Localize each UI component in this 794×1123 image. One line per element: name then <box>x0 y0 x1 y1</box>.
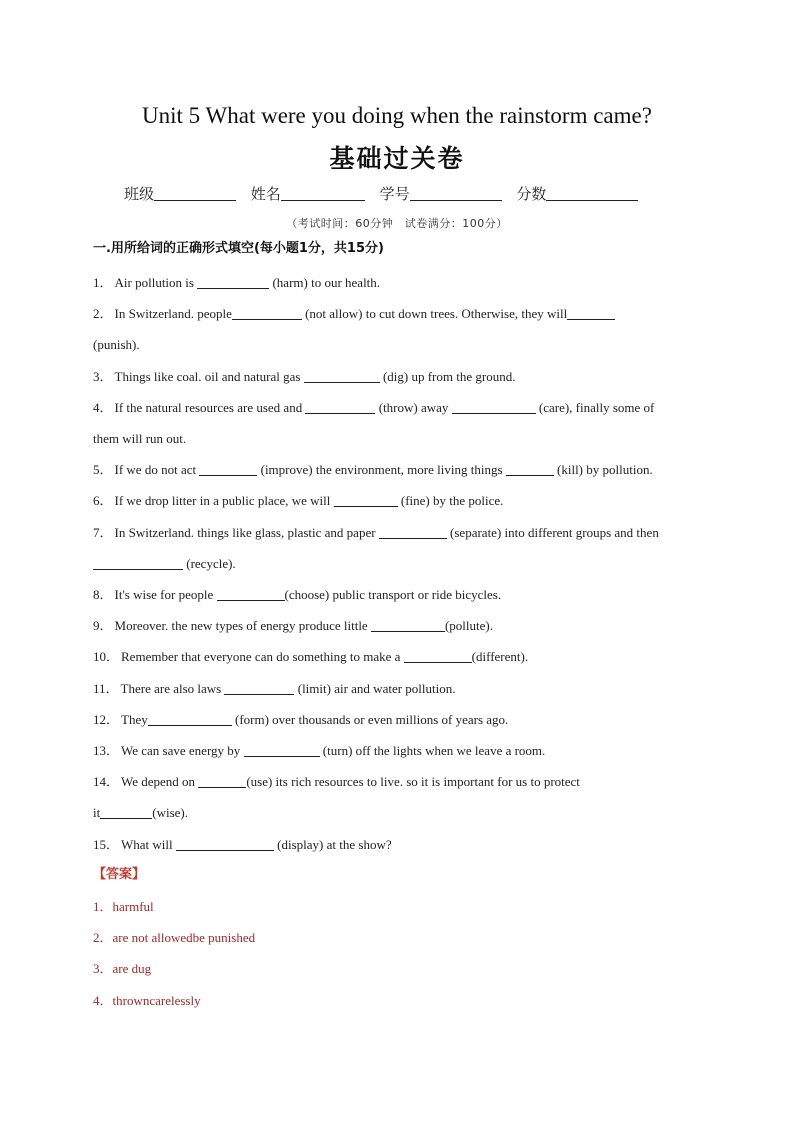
answer-blank <box>452 400 536 414</box>
score-field <box>516 183 638 205</box>
score-label: 分数 <box>516 185 547 203</box>
answer-heading: 【答案】 <box>93 867 146 882</box>
question-15 <box>93 836 713 854</box>
question-text: If we do not act <box>114 462 200 477</box>
question-text: (form) over thousands or even millions of years ago. <box>231 712 509 727</box>
question-number: 7． <box>93 525 113 540</box>
question-text: (not allow) to cut down trees. Otherwise, they will <box>301 306 568 321</box>
question-4 <box>93 399 713 417</box>
student-number-label: 学号 <box>379 185 410 203</box>
question-number: 8． <box>93 587 113 602</box>
question-14-continued <box>93 804 713 822</box>
question-text: In Switzerland. people <box>114 306 232 321</box>
answer-text: throwncarelessly <box>112 993 201 1008</box>
question-7 <box>93 524 713 542</box>
question-text: it <box>93 805 101 820</box>
question-text: (use) its rich resources to live. so it is important for us to protect <box>246 774 580 789</box>
question-number: 15． <box>93 837 120 852</box>
exam-info: （考试时间：60分钟 试卷满分：100分） <box>286 217 508 230</box>
answer-number: 2． <box>93 930 113 945</box>
student-number-field <box>380 183 502 205</box>
answer-blank <box>305 400 375 414</box>
question-14 <box>93 773 713 791</box>
section-title: 一.用所给词的正确形式填空(每小题1分，共15分) <box>93 241 384 256</box>
question-text: (fine) by the police. <box>397 493 504 508</box>
answer-1 <box>93 898 154 916</box>
question-text: (care), finally some of <box>535 400 655 415</box>
name-label: 姓名 <box>250 185 281 203</box>
question-number: 11． <box>93 681 119 696</box>
question-text: (improve) the environment, more living things <box>257 462 506 477</box>
question-text: (punish). <box>93 337 140 352</box>
question-number: 5． <box>93 462 113 477</box>
name-field <box>251 183 365 205</box>
answer-blank <box>244 743 320 757</box>
question-text: Things like coal. oil and natural gas <box>114 369 304 384</box>
answer-blank <box>217 587 285 601</box>
question-text: (pollute). <box>444 618 493 633</box>
question-text: them will run out. <box>93 431 187 446</box>
answer-blank <box>148 712 232 726</box>
question-number: 1． <box>93 275 113 290</box>
question-text: Air pollution is <box>114 275 198 290</box>
question-number: 9． <box>93 618 113 633</box>
question-13 <box>93 742 713 760</box>
answer-blank <box>224 681 294 695</box>
question-4-continued <box>93 430 713 448</box>
question-text: We depend on <box>121 774 199 789</box>
answer-blank <box>334 493 398 507</box>
question-text: (separate) into different groups and then <box>446 525 659 540</box>
question-text: We can save energy by <box>121 743 244 758</box>
answer-blank <box>93 556 183 570</box>
answer-blank <box>232 306 302 320</box>
question-text: (kill) by pollution. <box>553 462 653 477</box>
answer-text: are not allowedbe punished <box>112 930 256 945</box>
answer-4 <box>93 992 201 1010</box>
question-text: They <box>121 712 148 727</box>
question-number: 4． <box>93 400 113 415</box>
answer-blank <box>176 837 274 851</box>
question-3 <box>93 368 713 386</box>
answer-blank <box>371 618 445 632</box>
question-9 <box>93 617 713 635</box>
title-chinese: 基础过关卷 <box>329 144 465 173</box>
question-text: There are also laws <box>120 681 225 696</box>
question-text: (dig) up from the ground. <box>379 369 516 384</box>
question-text: In Switzerland. things like glass, plastic and paper <box>114 525 379 540</box>
answer-blank <box>506 462 554 476</box>
class-field <box>124 183 236 205</box>
question-number: 12． <box>93 712 120 727</box>
answer-blank <box>404 649 472 663</box>
question-11 <box>93 680 713 698</box>
question-text: (limit) air and water pollution. <box>294 681 456 696</box>
answer-blank <box>199 462 257 476</box>
class-label: 班级 <box>124 185 155 203</box>
question-text: Moreover. the new types of energy produce little <box>114 618 371 633</box>
answer-blank <box>100 805 152 819</box>
question-12 <box>93 711 713 729</box>
question-number: 13． <box>93 743 120 758</box>
name-blank <box>281 184 365 201</box>
question-text: Remember that everyone can do something to make a <box>121 649 404 664</box>
question-text: It's wise for people <box>114 587 217 602</box>
answer-blank <box>304 369 380 383</box>
answer-number: 3． <box>93 961 113 976</box>
answer-3 <box>93 960 151 978</box>
question-text: (choose) public transport or ride bicycles. <box>284 587 502 602</box>
answer-blank <box>197 275 269 289</box>
question-text: (wise). <box>152 805 188 820</box>
question-number: 3． <box>93 369 113 384</box>
question-2-continued <box>93 336 713 354</box>
question-text: (display) at the show? <box>273 837 392 852</box>
answer-text: harmful <box>112 899 154 914</box>
question-text: (harm) to our health. <box>269 275 381 290</box>
question-number: 2． <box>93 306 113 321</box>
question-2 <box>93 305 713 323</box>
question-number: 14． <box>93 774 120 789</box>
answer-blank <box>198 774 246 788</box>
question-1 <box>93 274 713 292</box>
score-blank <box>546 184 638 201</box>
question-8 <box>93 586 713 604</box>
question-7-continued <box>93 555 713 573</box>
student-info-row <box>124 183 684 205</box>
student-number-blank <box>410 184 502 201</box>
answer-blank <box>379 525 447 539</box>
question-number: 6． <box>93 493 113 508</box>
question-text: (throw) away <box>375 400 452 415</box>
question-text: (recycle). <box>183 556 236 571</box>
question-text: (turn) off the lights when we leave a room. <box>319 743 546 758</box>
answer-text: are dug <box>112 961 152 976</box>
title-english: Unit 5 What were you doing when the rainstorm came? <box>142 103 652 128</box>
question-number: 10． <box>93 649 120 664</box>
answer-blank <box>567 306 615 320</box>
class-blank <box>154 184 236 201</box>
question-text: If the natural resources are used and <box>114 400 306 415</box>
answer-number: 4． <box>93 993 113 1008</box>
question-6 <box>93 492 713 510</box>
answer-number: 1． <box>93 899 113 914</box>
question-5 <box>93 461 713 479</box>
question-text: (different). <box>471 649 529 664</box>
answer-2 <box>93 929 255 947</box>
question-text: What will <box>121 837 176 852</box>
question-text: If we drop litter in a public place, we will <box>114 493 334 508</box>
question-10 <box>93 648 713 666</box>
